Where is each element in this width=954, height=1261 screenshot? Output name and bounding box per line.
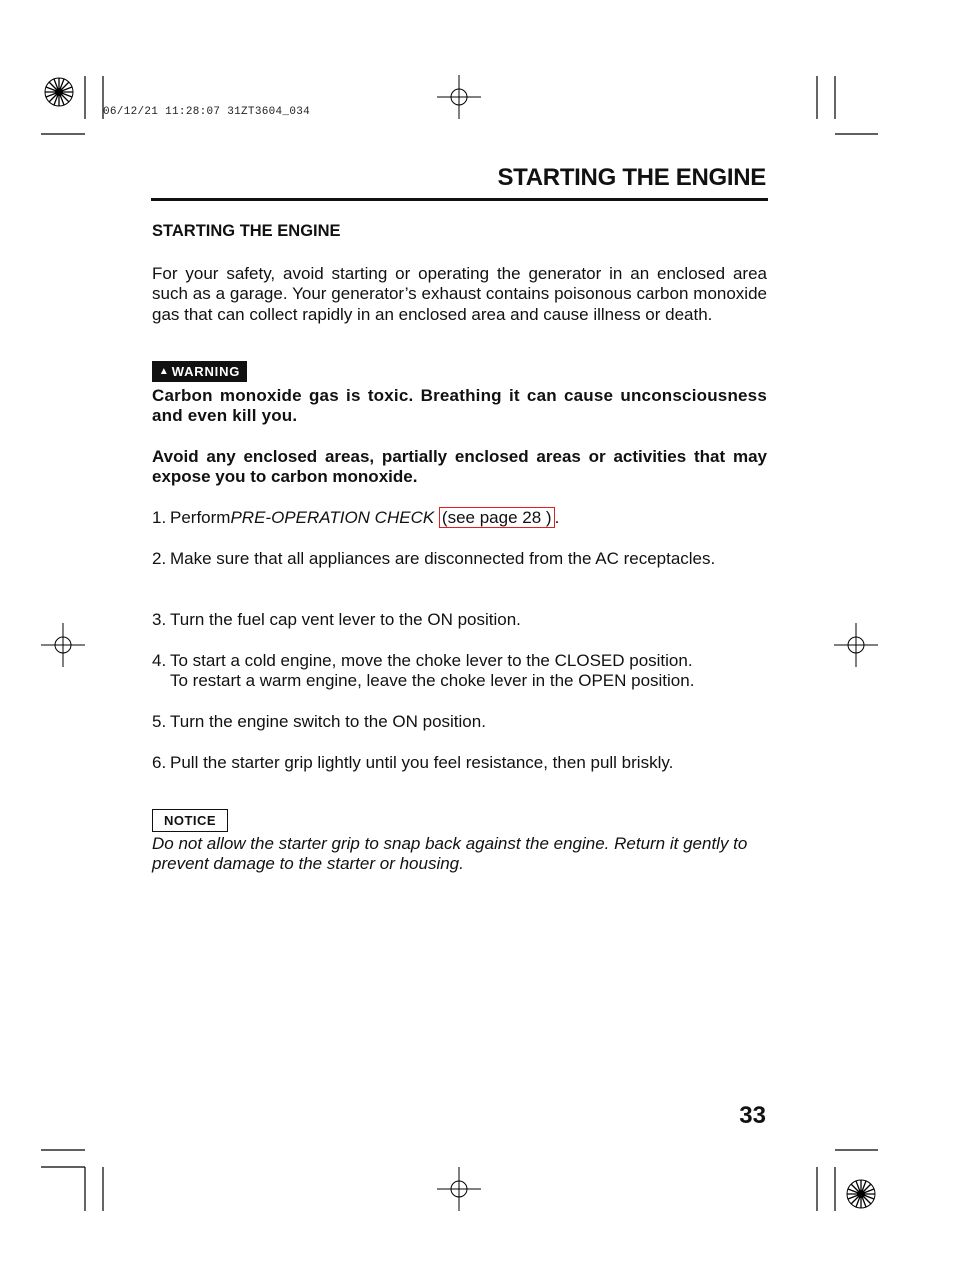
section-title: STARTING THE ENGINE (152, 222, 341, 240)
step-italic-ref: PRE-OPERATION CHECK (230, 508, 435, 527)
step-number: 1. (152, 508, 167, 527)
warning-text-2: Avoid any enclosed areas, partially enclosed areas or activities that may expose you to carbon monoxide. (152, 447, 767, 487)
step-text: Make sure that all appliances are disconnected from the AC receptacles. (170, 549, 716, 568)
step-text: Pull the starter grip lightly until you feel resistance, then pull briskly. (170, 753, 674, 772)
step-number: 5. (152, 712, 167, 731)
notice-badge: NOTICE (152, 809, 228, 832)
step-number: 3. (152, 610, 167, 629)
page-link[interactable]: (see page 28 ) (439, 507, 555, 528)
step-5 (152, 712, 768, 732)
print-stamp: 06/12/21 11:28:07 31ZT3604_034 (103, 106, 311, 118)
warning-badge (152, 361, 247, 382)
header-rule (151, 198, 768, 201)
warning-triangle-icon: ▲ (158, 366, 169, 377)
step-text: Turn the engine switch to the ON position. (170, 712, 486, 731)
step-3 (152, 610, 768, 630)
step-1 (152, 508, 768, 528)
step-number: 4. (152, 651, 167, 670)
notice-text: Do not allow the starter grip to snap back against the engine. Return it gently to prevent damage to the starter or housing. (152, 834, 748, 874)
step-text: To restart a warm engine, leave the choke lever in the OPEN position. (170, 671, 695, 691)
step-number: 6. (152, 753, 167, 772)
step-6 (152, 753, 749, 773)
page-number: 33 (739, 1102, 766, 1129)
intro-paragraph: For your safety, avoid starting or operating the generator in an enclosed area such as a garage. Your generator’s exhaust contains poisonous carbon monoxide gas that can collect rapidly in an enclosed area and cause illness or death. (152, 264, 767, 324)
step-text: To start a cold engine, move the choke lever to the CLOSED position. (170, 651, 693, 670)
warning-badge-label: WARNING (171, 364, 241, 379)
step-text: Perform (170, 508, 231, 527)
step-4 (152, 651, 768, 692)
step-punct: . (554, 508, 560, 527)
warning-text-1: Carbon monoxide gas is toxic. Breathing it can cause unconsciousness and even kill you. (152, 386, 767, 426)
step-number: 2. (152, 549, 167, 568)
step-2 (152, 549, 768, 569)
step-text: Turn the fuel cap vent lever to the ON position. (170, 610, 521, 629)
page-header-title: STARTING THE ENGINE (497, 164, 766, 191)
